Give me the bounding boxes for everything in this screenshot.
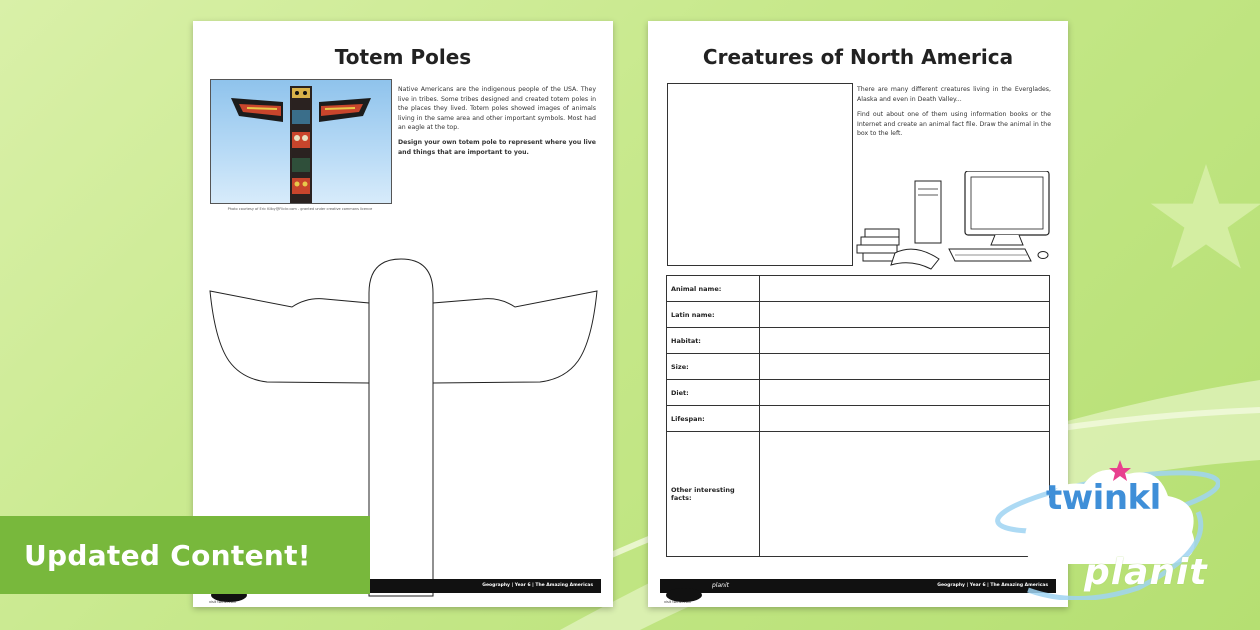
footer-url: visit twinkl.com: [209, 600, 237, 604]
intro-text: [857, 85, 1051, 145]
table-row: [667, 328, 1050, 354]
page-title: Totem Poles: [334, 45, 472, 69]
row-label: Size:: [667, 354, 760, 380]
computer-and-books-illustration: [855, 171, 1055, 271]
table-row: [667, 276, 1050, 302]
table-row: [667, 302, 1050, 328]
answer-cell[interactable]: [760, 354, 1050, 380]
intro-paragraph: Native Americans are the indigenous people of the USA. They live in tribes. Some tribes designed and created totem poles in the places they lived. Totem poles showed images of animals living in the same area and other important symbols. Most had an eagle at the top.: [398, 86, 596, 132]
answer-cell[interactable]: [760, 406, 1050, 432]
intro-paragraph: There are many different creatures living in the Everglades, Alaska and even in Death Valley...: [857, 86, 1051, 103]
row-label: Latin name:: [667, 302, 760, 328]
instruction-paragraph: Find out about one of them using information books or the Internet and create an animal fact file. Draw the animal in the box to the left.: [857, 111, 1051, 138]
table-row: [667, 380, 1050, 406]
intro-text: [398, 85, 596, 162]
row-label: Lifespan:: [667, 406, 760, 432]
twinkl-logo-text: twinkl: [1046, 478, 1161, 518]
answer-cell[interactable]: [760, 302, 1050, 328]
photo-credit: Photo courtesy of Eric Kilby@Flickr.com - granted under creative commons licence: [227, 207, 373, 211]
row-label: Animal name:: [667, 276, 760, 302]
table-row: [667, 354, 1050, 380]
answer-cell[interactable]: [760, 276, 1050, 302]
footer-url: visit twinkl.com: [664, 600, 692, 604]
banner-text: Updated Content!: [24, 538, 311, 572]
row-label: Habitat:: [667, 328, 760, 354]
footer-planit: planit: [712, 582, 729, 589]
instruction-paragraph: Design your own totem pole to represent where you live and things that are important to you.: [398, 139, 596, 156]
star-icon: [1146, 158, 1260, 278]
row-label: Other interesting facts:: [667, 432, 760, 557]
footer-bar: Geography | Year 6 | The Amazing Americas: [660, 579, 1056, 593]
footer-bar: Geography | Year 6 | The Amazing Americas: [205, 579, 601, 593]
drawing-box: [667, 83, 853, 266]
row-label: Diet:: [667, 380, 760, 406]
totem-pole-photo: [210, 79, 392, 204]
page-title: Creatures of North America: [702, 45, 1014, 69]
updated-content-banner: [0, 516, 370, 594]
planit-logo-text: planit: [1084, 552, 1208, 593]
answer-cell[interactable]: [760, 380, 1050, 406]
table-row: [667, 406, 1050, 432]
answer-cell[interactable]: [760, 328, 1050, 354]
